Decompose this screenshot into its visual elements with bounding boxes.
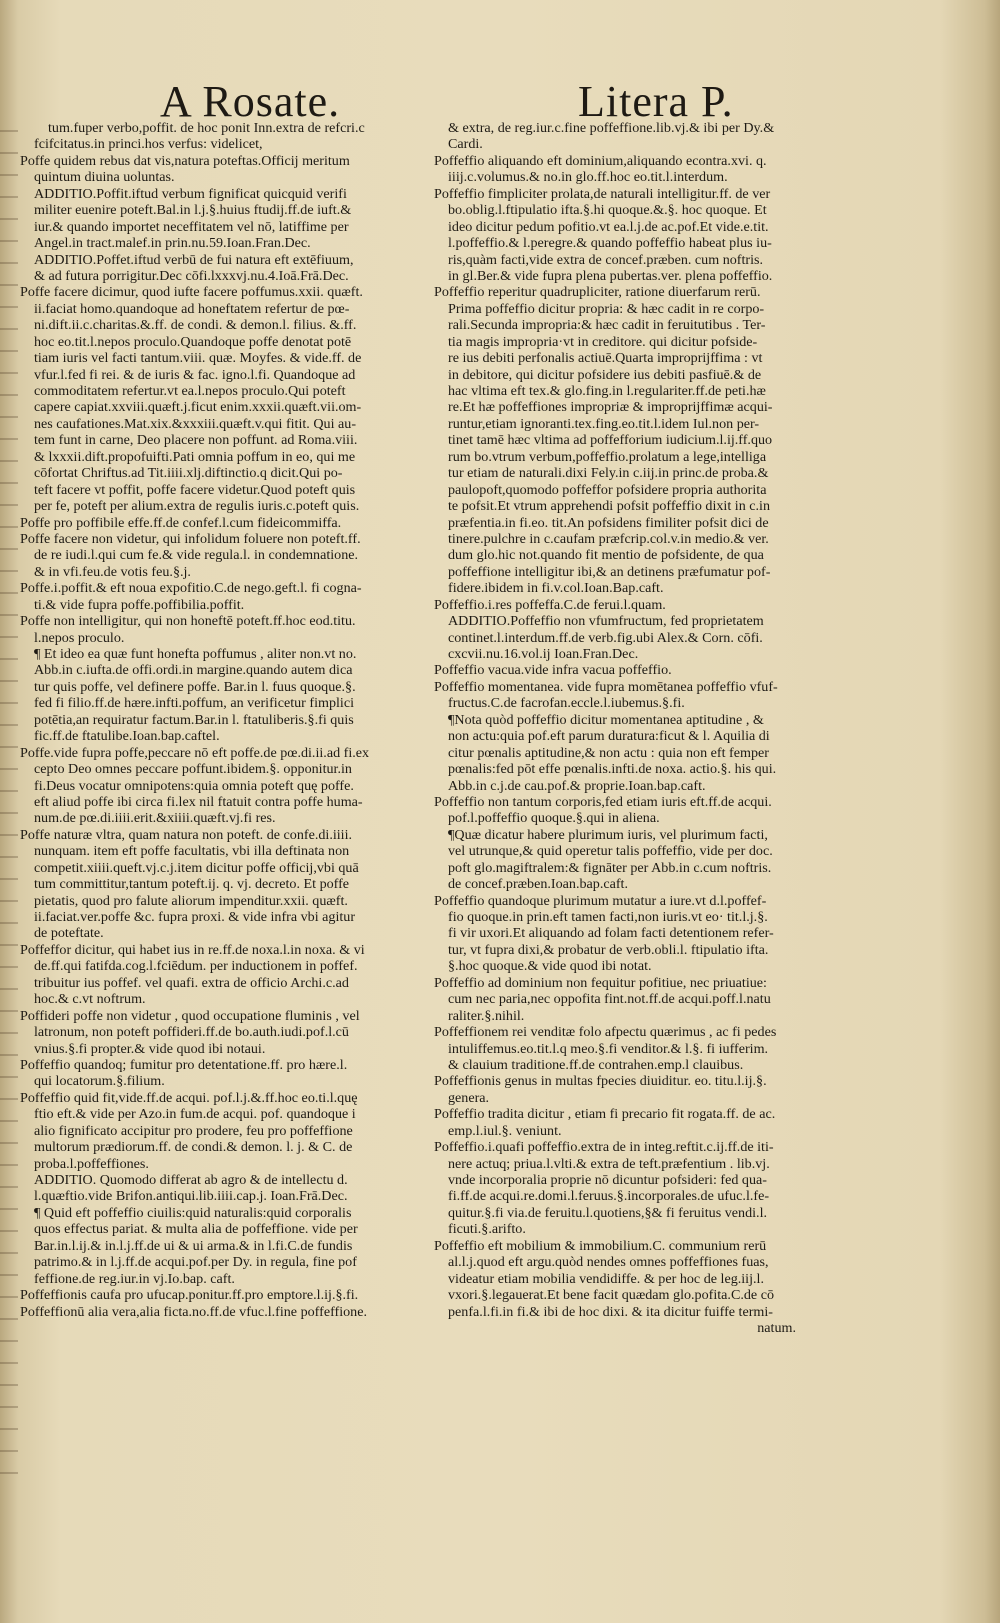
text-line: pietatis, quod pro falute aliorum impenditur.xxii. quæft. <box>34 892 348 909</box>
text-line: nes caufationes.Mat.xix.&xxxiii.quæft.v.qui fitit. Qui au- <box>34 415 357 432</box>
text-line: Poffe naturæ vltra, quam natura non poteft. de confe.di.iiii. <box>20 826 353 843</box>
text-line: natum. <box>757 1319 796 1336</box>
text-line: re.Et hæ poffeffiones impropriæ & improprijffimæ acqui- <box>448 399 773 416</box>
text-line: Poffeffio tradita dicitur , etiam fi precario fit rogata.ff. de ac. <box>434 1106 776 1123</box>
text-line: pœnalis:fed pōt effe pœnalis.infti.de noxa. actio.§. his qui. <box>448 761 777 778</box>
text-line: tinet tamē hæc vltima ad poffefforium iudicium.l.ij.ff.quo <box>448 432 773 449</box>
text-line: & lxxxii.dift.propofuifti.Pati omnia poffum in eo, qui me <box>34 448 356 465</box>
text-line: Poffeffio vacua.vide infra vacua poffeffio. <box>434 662 672 679</box>
text-line: Poffe.i.poffit.& eft noua expofitio.C.de nego.geft.l. fi cogna- <box>20 580 362 597</box>
text-line: raliter.§.nihil. <box>448 1007 525 1024</box>
text-line: qui locatorum.§.filium. <box>34 1073 165 1090</box>
text-line: poffeffione intelligitur ibi,& an detinens præfumatur pof- <box>448 563 771 580</box>
text-line: l.nepos proculo. <box>34 629 125 646</box>
text-line: Poffeffio quandoq; fumitur pro detentatione.ff. pro hære.l. <box>20 1056 348 1073</box>
text-line: Poffe facere non videtur, qui infolidum foluere non poteft.ff. <box>20 530 361 547</box>
text-line: latronum, non poteft poffideri.ff.de bo.auth.iudi.pof.l.cū <box>34 1024 349 1041</box>
text-line: fructus.C.de facrofan.eccle.l.iubemus.§.fi. <box>448 695 685 712</box>
binding-edge <box>0 110 18 1490</box>
text-line: Poffeffio.i.res poffeffa.C.de ferui.l.quam. <box>434 596 666 613</box>
text-line: vel utrunque,& quid operetur talis poffeffio, vide per doc. <box>448 843 773 860</box>
text-line: non actu:quia pof.eft parum duratura:ficut & l. Aquilia di <box>448 728 770 745</box>
text-line: ii.faciat.ver.poffe &c. fupra proxi. & vide infra vbi agitur <box>34 909 356 925</box>
right-text-column <box>434 120 856 1336</box>
text-line: fi.Deus vocatur omnipotens:quia omnia poteft quę poffe. <box>34 777 354 794</box>
text-line: te pofsit.Et vtrum apprehendi pofsit poffeffio dixit in c.in <box>448 498 771 515</box>
text-line: ti.& vide fupra poffe.poffibilia.poffit. <box>34 596 245 613</box>
text-line: capere capiat.xxviii.quæft.j.ficut enim.xxxii.quæft.vii.om- <box>34 399 362 416</box>
text-line: ADDITIO.Poffet.iftud verbū de fui natura eft extēfiuum, <box>34 251 354 268</box>
text-line: vfur.l.fed fi rei. & de iuris & fac. igno.l.fi. Quandoque ad <box>34 366 356 383</box>
text-line: fio quoque.in prin.eft tamen facti,non iuris.vt eo· tit.l.j.§. <box>448 909 768 925</box>
text-line: tur, vt fupra dixi,& probatur de verb.obli.l. ftipulatio ifta. <box>448 941 769 958</box>
text-line: Poffeffor dicitur, qui habet ius in re.ff.de noxa.l.in noxa. & vi <box>20 941 365 958</box>
text-line: per fe, poteft per alium.extra de regulis iuris.c.poteft quis. <box>34 498 360 515</box>
text-line: tia magis impropria·vt in creditore. qui dicitur pofside- <box>448 333 758 350</box>
text-line: cum nec paria,nec oppofita fint.not.ff.de acqui.poff.l.natu <box>448 991 771 1008</box>
text-line: præfentia.in fi.eo. tit.An pofsidens fimiliter pofsit dici de <box>448 514 769 531</box>
text-line: Prima poffeffio dicitur propria: & hæc cadit in re corpo- <box>448 300 765 317</box>
text-line: & in vfi.feu.de votis feu.§.j. <box>34 563 191 580</box>
text-line: de concef.præben.Ioan.bap.caft. <box>448 876 628 893</box>
text-line: de poteftate. <box>34 925 104 942</box>
text-line: feffione.de reg.iur.in vj.Io.bap. caft. <box>34 1270 235 1287</box>
text-line: de.ff.qui fatifda.cog.l.fciēdum. per inductionem in poffef. <box>34 958 358 975</box>
text-line: & extra, de reg.iur.c.fine poffeffione.lib.vj.& ibi per Dy.& <box>448 120 775 136</box>
text-line: §.hoc quoque.& vide quod ibi notat. <box>448 958 652 975</box>
text-line: Poffeffio momentanea. vide fupra momētanea poffeffio vfuf- <box>434 678 778 695</box>
text-line: Cardi. <box>448 136 483 153</box>
text-line: Bar.in.l.ij.& in.l.j.ff.de ui & ui arma.& in l.fi.C.de fundis <box>34 1237 353 1254</box>
text-line: Poffe facere dicimur, quod iufte facere poffumus.xxii. quæft. <box>20 284 363 301</box>
text-line: iiij.c.volumus.& no.in glo.ff.hoc eo.tit.l.interdum. <box>448 169 728 186</box>
text-line: cōfortat Chriftus.ad Tit.iiii.xlj.diftinctio.q dicit.Qui po- <box>34 465 343 482</box>
text-line: Poffe non intelligitur, qui non honeftē poteft.ff.hoc eod.titu. <box>20 613 356 630</box>
text-line: Poffeffio quid fit,vide.ff.de acqui. pof.l.j.&.ff.hoc eo.ti.l.quę <box>20 1089 358 1106</box>
text-line: citur pœnalis aptitudine,& non actu : quia non eft femper <box>448 744 769 761</box>
text-line: ¶ Et ideo ea quæ funt honefta poffumus , aliter non.vt no. <box>34 646 357 662</box>
text-line: rum bo.vtrum verbum,poffeffio.prolatum a lege,intelliga <box>448 448 767 465</box>
text-line: Poffeffionis caufa pro ufucap.ponitur.ff.pro emptore.l.ij.§.fi. <box>20 1287 359 1304</box>
text-line: poft glo.magiftralem:& fignāter per Abb.in c.cum noftris. <box>448 859 772 876</box>
text-line: fidere.ibidem in fi.v.col.Ioan.Bap.caft. <box>448 580 664 597</box>
text-line: ii.faciat homo.quandoque ad honeftatem refertur de pœ- <box>34 300 350 317</box>
text-line: cepto Deo omnes peccare poffunt.ibidem.§. opponitur.in <box>34 761 352 778</box>
text-line: patrimo.& in l.j.ff.de acqui.pof.per Dy. in regula, fine pof <box>34 1254 357 1271</box>
text-line: Poffe pro poffibile effe.ff.de confef.l.cum fideicommiffa. <box>20 514 342 531</box>
text-line: quos effectus pariat. & multa alia de poffeffione. vide per <box>34 1221 358 1238</box>
text-line: tiam iuris vel facti tantum.viii. quæ. Moyfes. & vide.ff. de <box>34 350 362 367</box>
text-line: videatur etiam mobilia vendidiffe. & per hoc de leg.iij.l. <box>448 1270 764 1287</box>
text-line: ¶Nota quòd poffeffio dicitur momentanea aptitudine , & <box>448 711 764 728</box>
text-line: alio fignificato accipitur pro prodere, feu pro poffeffione <box>34 1122 353 1139</box>
text-line: runtur,etiam ignoranti.tex.fing.eo.tit.l.idem Iul.non per- <box>448 415 760 432</box>
text-line: quintum diuina uoluntas. <box>34 169 175 186</box>
text-line: ftio eft.& vide per Azo.in fum.de acqui. pof. quandoque i <box>34 1106 356 1123</box>
text-line: hoc.& c.vt noftrum. <box>34 991 146 1008</box>
text-line: cxcvii.nu.16.vol.ij Ioan.Fran.Dec. <box>448 646 639 662</box>
text-line: competit.xiiii.queft.vj.c.j.item dicitur poffe officij,vbi quā <box>34 859 359 876</box>
text-line: Poffideri poffe non videtur , quod occupatione fluminis , vel <box>20 1007 360 1024</box>
text-line: vnius.§.fi propter.& vide quod ibi notaui. <box>34 1040 266 1057</box>
text-line: ris,quàm facti,vide extra de concef.præben. cum noftris. <box>448 251 764 268</box>
text-line: tum committitur,tantum poteft.ij. q. vj. decreto. Et poffe <box>34 876 350 893</box>
text-line: vxori.§.legauerat.Et bene facit quædam glo.pofita.C.de cō <box>448 1287 775 1304</box>
text-line: Abb.in c.iufta.de offi.ordi.in margine.quando autem dica <box>34 662 353 679</box>
text-line: Poffe.vide fupra poffe,peccare nō eft poffe.de pœ.di.ii.ad fi.ex <box>20 744 370 761</box>
text-line: tribuitur ius poffef. vel quafi. extra de officio Archi.c.ad <box>34 974 349 991</box>
text-line: Poffeffio fimpliciter prolata,de naturali intelligitur.ff. de ver <box>434 185 771 202</box>
text-line: tur etiam de naturali.dixi Fely.in c.iij.in princ.de proba.& <box>448 465 769 482</box>
text-line: tem funt in carne, Deo placere non poffunt. ad Roma.viii. <box>34 432 358 449</box>
left-text-column <box>20 120 438 1320</box>
text-line: ficuti.§.arifto. <box>448 1221 526 1238</box>
text-line: emp.l.iul.§. veniunt. <box>448 1122 562 1139</box>
text-line: Poffeffio aliquando eft dominium,aliquando econtra.xvi. q. <box>434 152 767 169</box>
text-line: quitur.§.fi via.de feruitu.l.quotiens,§& fi feruitus vendi.l. <box>448 1204 768 1221</box>
text-line: commoditatem refertur.vt ea.l.nepos proculo.Qui poteft <box>34 383 346 399</box>
text-line: de re iudi.l.qui cum fe.& vide regula.l. in condemnatione. <box>34 547 359 564</box>
text-line: eft aliud poffe ibi circa fi.lex nil ftatuit contra poffe huma- <box>34 793 363 810</box>
text-line: Poffeffio non tantum corporis,fed etiam iuris eft.ff.de acqui. <box>434 793 772 810</box>
text-line: ni.dift.ii.c.charitas.&.ff. de condi. & demon.l. filius. &.ff. <box>34 317 357 334</box>
text-line: Poffe quidem rebus dat vis,natura poteftas.Officij meritum <box>20 152 350 169</box>
text-line: Poffeffio eft mobilium & immobilium.C. communium rerū <box>434 1237 767 1254</box>
text-line: teft facere vt poffit, poffe facere videtur.Quod poteft quis <box>34 481 356 498</box>
text-line: multorum prædiorum.ff. de condi.& demon. l. j. & C. de <box>34 1139 353 1156</box>
text-line: rali.Secunda impropria:& hæc cadit in feruitutibus . Ter- <box>448 317 766 334</box>
text-line: l.quæftio.vide Brifon.antiqui.lib.iiii.cap.j. Ioan.Frā.Dec. <box>34 1188 348 1205</box>
text-line: ideo dicitur pedum pofitio.vt ea.l.j.de ac.pof.Et vide.e.tit. <box>448 218 769 235</box>
text-line: potētia,an requiratur factum.Bar.in l. ftatuliberis.§.fi quis <box>34 711 354 728</box>
text-line: al.l.j.quod eft argu.quòd nendes omnes poffeffiones fuas, <box>448 1254 769 1271</box>
text-line: & clauium traditione.ff.de contrahen.emp.l clauibus. <box>448 1056 744 1073</box>
text-line: tinere.pulchre in c.caufam præfcrip.col.v.in medio.& ver. <box>448 530 769 547</box>
text-line: dum glo.hic not.quando fit mentio de pofsidente, de qua <box>448 547 764 564</box>
text-line: ¶ Quid eft poffeffio ciuilis:quid naturalis:quid corporalis <box>34 1204 352 1221</box>
text-line: proba.l.poffeffiones. <box>34 1155 149 1172</box>
text-line: intuliffemus.eo.tit.l.q meo.§.fi venditor.& l.§. fi iufferim. <box>448 1040 769 1057</box>
text-line: in debitore, qui dicitur pofsidere ius debiti pasfiuē.& de <box>448 366 762 383</box>
text-line: Poffeffionis genus in multas fpecies diuiditur. eo. titu.l.ij.§. <box>434 1073 767 1090</box>
text-line: ¶Quæ dicatur habere plurimum iuris, vel plurimum facti, <box>448 826 768 843</box>
text-line: iur.& quando importet neceffitatem vel nō, latiffime per <box>34 218 349 235</box>
text-line: tum.fuper verbo,poffit. de hoc ponit Inn.extra de refcri.c <box>48 120 365 136</box>
text-line: fic.ff.de ftatulibe.Ioan.bap.caftel. <box>34 728 220 745</box>
text-line: hac vltima eft tex.& glo.fing.in l.regulariter.ff.de peti.hæ <box>448 383 766 399</box>
text-line: genera. <box>448 1089 490 1106</box>
running-head-right: Litera P. <box>578 77 734 126</box>
text-line: in gl.Ber.& vide fupra plena pubertas.ver. plena poffeffio. <box>448 267 773 284</box>
text-line: l.poffeffio.& l.peregre.& quando poffeffio habeat plus iu- <box>448 235 772 252</box>
text-line: Poffeffio ad dominium non fequitur pofitiue, nec priuatiue: <box>434 974 767 991</box>
text-line: re ius debiti perfonalis actiuē.Quarta improprijffima : vt <box>448 350 763 367</box>
text-line: nunquam. item eft poffe facultatis, vbi illa deftinata non <box>34 843 350 860</box>
text-line: tur quis poffe, vel definere poffe. Bar.in l. fuus quoque.§. <box>34 678 356 695</box>
text-line: Poffeffio quandoque plurimum mutatur a iure.vt d.l.poffef- <box>434 892 767 909</box>
text-line: Abb.in c.j.de cau.pof.& proprie.Ioan.bap.caft. <box>448 777 706 794</box>
text-line: penfa.l.fi.in fi.& ibi de hoc dixi. & ita dicitur fuiffe termi- <box>448 1303 773 1320</box>
text-line: Poffeffionem rei venditæ folo afpectu quærimus , ac fi pedes <box>434 1024 777 1041</box>
text-line: Poffeffio reperitur quadrupliciter, ratione diuerfarum rerū. <box>434 284 761 301</box>
text-line: fi vir uxori.Et aliquando ad folam facti detentionem refer- <box>448 925 774 942</box>
text-line: & ad futura porrigitur.Dec cōfi.lxxxvj.nu.4.Ioā.Frā.Dec. <box>34 267 349 284</box>
text-line: ADDITIO. Quomodo differat ab agro & de intellectu d. <box>34 1172 348 1188</box>
text-line: Poffeffionū alia vera,alia ficta.no.ff.de vfuc.l.fine poffeffione. <box>20 1303 367 1320</box>
text-line: continet.l.interdum.ff.de verb.fig.ubi Alex.& Corn. cōfi. <box>448 629 763 646</box>
text-line: vnde incorporalia proprie nō dicuntur pofsideri: fed qua- <box>448 1172 767 1188</box>
text-line: paulopoft,quomodo poffeffor pofsidere propria authorita <box>448 481 767 498</box>
text-line: fed fi filio.ff.de hære.infti.poffum, an verificetur fimplici <box>34 695 355 712</box>
text-line: pof.l.poffeffio quoque.§.qui in aliena. <box>448 810 660 827</box>
text-line: num.de pœ.di.iiii.erit.&xiiii.quæft.vj.fi res. <box>34 810 276 827</box>
text-line: nere actuq; priua.l.vlti.& extra de teft.præfentium . lib.vj. <box>448 1155 770 1172</box>
text-line: militer euenire poteft.Bal.in l.j.§.huius ftudij.ff.de iuft.& <box>34 202 352 219</box>
text-line: fcifcitatus.in princi.hos verfus: videlicet, <box>34 136 263 153</box>
text-line: hoc eo.tit.l.nepos proculo.Quandoque poffe denotat potē <box>34 333 352 350</box>
text-line: Poffeffio.i.quafi poffeffio.extra de in integ.reftit.c.ij.ff.de iti- <box>434 1139 774 1156</box>
text-line: Angel.in tract.malef.in prin.nu.59.Ioan.Fran.Dec. <box>34 235 311 252</box>
text-line: fi.ff.de acqui.re.domi.l.feruus.§.incorporales.de ufuc.l.fe- <box>448 1188 770 1205</box>
text-line: ADDITIO.Poffeffio non vfumfructum, fed proprietatem <box>448 613 764 630</box>
text-line: ADDITIO.Poffit.iftud verbum fignificat quicquid verifi <box>34 185 347 202</box>
text-line: bo.oblig.l.ftipulatio ifta.§.hi quoque.&.§. hoc quoque. Et <box>448 202 767 219</box>
running-head-left: A Rosate. <box>160 77 341 126</box>
